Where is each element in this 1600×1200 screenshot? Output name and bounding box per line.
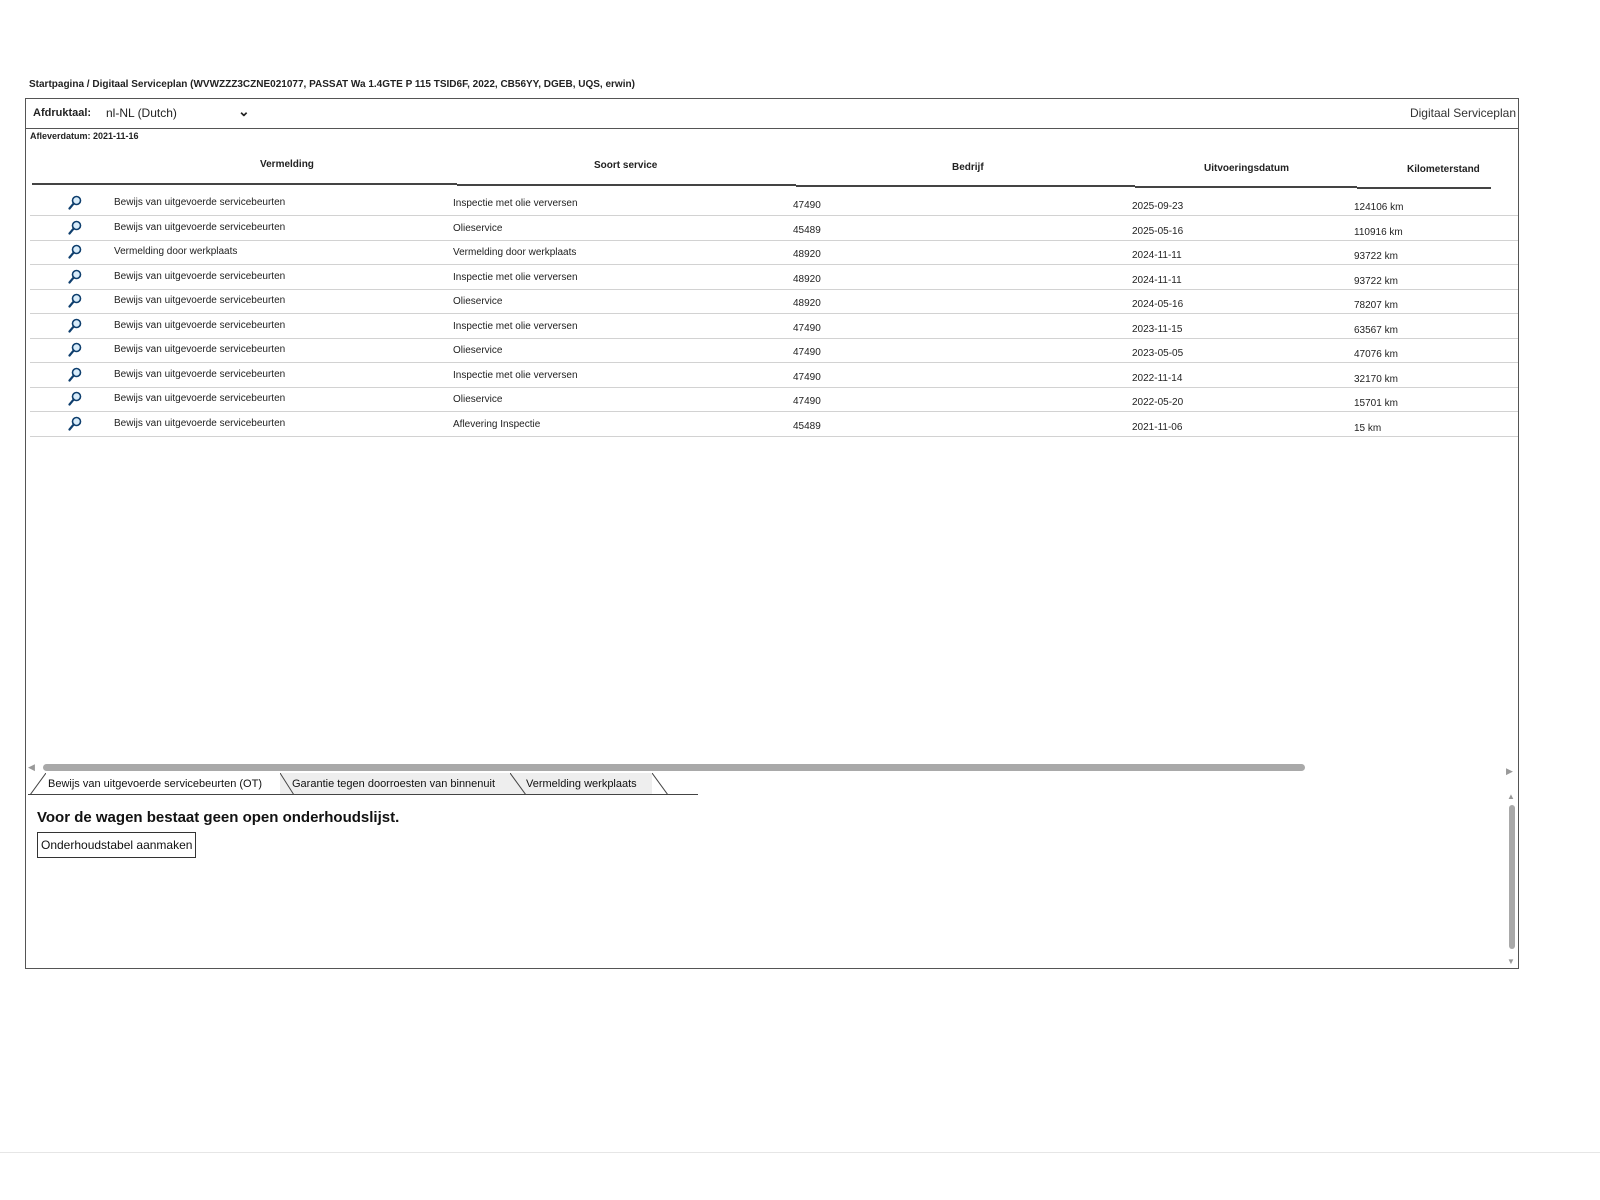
cell-entry[interactable]: Bewijs van uitgevoerde servicebeurten [114, 221, 286, 233]
table-row[interactable] [30, 387, 1518, 412]
magnifier-icon[interactable] [68, 269, 82, 285]
cell-service-type: Inspectie met olie verversen [453, 320, 578, 332]
cell-date: 2022-05-20 [1132, 397, 1184, 408]
table-row[interactable] [30, 338, 1518, 363]
cell-company: 47490 [793, 371, 821, 383]
scroll-right-arrow-icon[interactable]: ▶ [1506, 766, 1513, 776]
magnifier-icon[interactable] [68, 318, 82, 334]
column-header-entry[interactable]: Vermelding [260, 159, 314, 170]
cell-entry[interactable]: Bewijs van uitgevoerde servicebeurten [114, 368, 286, 380]
cell-mileage: 32170 km [1354, 373, 1398, 385]
cell-entry[interactable]: Bewijs van uitgevoerde servicebeurten [114, 319, 286, 331]
cell-mileage: 47076 km [1354, 349, 1398, 360]
horizontal-scrollbar[interactable] [43, 764, 1305, 771]
magnifier-icon[interactable] [68, 244, 82, 260]
table-row[interactable] [30, 363, 1518, 388]
cell-company: 47490 [793, 347, 821, 358]
cell-service-type: Vermelding door werkplaats [453, 247, 577, 258]
magnifier-icon[interactable] [68, 195, 82, 211]
cell-date: 2024-11-11 [1132, 274, 1182, 286]
cell-company: 48920 [793, 298, 821, 309]
tab-edge-icon [652, 773, 668, 795]
header-divider [796, 185, 1135, 187]
cell-date: 2023-11-15 [1132, 323, 1183, 335]
cell-mileage: 124106 km [1354, 202, 1404, 213]
cell-mileage: 15 km [1354, 422, 1382, 434]
cell-date: 2024-05-16 [1132, 299, 1184, 310]
tab-label: Garantie tegen doorroesten van binnenuit [292, 778, 496, 790]
cell-entry[interactable]: Bewijs van uitgevoerde servicebeurten [114, 393, 286, 404]
breadcrumb[interactable]: Startpagina / Digitaal Serviceplan (WVWZZZ3CZNE021077, PASSAT Wa 1.4GTE P 115 TSID6F, 2022, CB56YY, DGEB, UQS, erwin) [29, 79, 635, 90]
cell-mileage: 93722 km [1354, 275, 1398, 287]
table-row[interactable] [30, 265, 1518, 290]
tab-underline [28, 794, 698, 795]
cell-date: 2025-09-23 [1132, 201, 1184, 212]
cell-company: 45489 [793, 420, 821, 432]
cell-service-type: Aflevering Inspectie [453, 418, 541, 430]
chevron-down-icon[interactable]: ⌄ [238, 103, 250, 119]
header-divider [32, 183, 457, 185]
magnifier-icon[interactable] [68, 220, 82, 236]
cell-company: 47490 [793, 200, 821, 211]
cell-entry[interactable]: Bewijs van uitgevoerde servicebeurten [114, 295, 286, 306]
cell-service-type: Olieservice [453, 296, 503, 307]
cell-date: 2021-11-06 [1132, 421, 1183, 433]
tab-label: Vermelding werkplaats [526, 778, 637, 790]
table-header [26, 149, 1518, 189]
cell-company: 47490 [793, 322, 821, 334]
delivery-date: Afleverdatum: 2021-11-16 [30, 131, 139, 141]
cell-mileage: 15701 km [1354, 398, 1398, 409]
cell-mileage: 78207 km [1354, 300, 1398, 311]
cell-entry[interactable]: Bewijs van uitgevoerde servicebeurten [114, 270, 286, 282]
cell-service-type: Olieservice [453, 394, 503, 405]
column-header-company[interactable]: Bedrijf [952, 162, 984, 173]
tab-edge-icon [30, 773, 46, 795]
cell-company: 48920 [793, 249, 821, 260]
magnifier-icon[interactable] [68, 391, 82, 407]
cell-company: 45489 [793, 224, 821, 236]
cell-service-type: Olieservice [453, 222, 503, 234]
tab-bar [28, 773, 698, 795]
magnifier-icon[interactable] [68, 293, 82, 309]
cell-service-type: Olieservice [453, 345, 503, 356]
cell-entry[interactable]: Bewijs van uitgevoerde servicebeurten [114, 197, 286, 208]
cell-date: 2022-11-14 [1132, 372, 1183, 384]
cell-date: 2024-11-11 [1132, 250, 1182, 261]
table-row[interactable] [30, 216, 1518, 241]
cell-company: 48920 [793, 273, 821, 285]
table-row[interactable] [30, 289, 1518, 314]
cell-entry[interactable]: Vermelding door werkplaats [114, 246, 238, 257]
table-row[interactable] [30, 240, 1518, 265]
column-header-date[interactable]: Uitvoeringsdatum [1204, 163, 1290, 174]
cell-entry[interactable]: Bewijs van uitgevoerde servicebeurten [114, 344, 286, 355]
service-plan-panel [25, 98, 1519, 969]
cell-service-type: Inspectie met olie verversen [453, 271, 578, 283]
print-language-label: Afdruktaal: [33, 107, 92, 119]
cell-service-type: Inspectie met olie verversen [453, 369, 578, 381]
scroll-up-arrow-icon[interactable]: ▲ [1507, 792, 1515, 801]
table-row[interactable] [30, 191, 1518, 216]
scroll-down-arrow-icon[interactable]: ▼ [1507, 957, 1515, 966]
magnifier-icon[interactable] [68, 342, 82, 358]
cell-service-type: Inspectie met olie verversen [453, 198, 578, 209]
column-header-mileage[interactable]: Kilometerstand [1407, 164, 1480, 175]
table-row[interactable] [30, 314, 1518, 339]
table-row[interactable] [30, 412, 1518, 437]
tab-rust-warranty[interactable] [280, 773, 510, 795]
tab-service-proof[interactable] [28, 773, 280, 795]
print-language-bar [26, 99, 1518, 129]
tab-label: Bewijs van uitgevoerde servicebeurten (OT) [48, 778, 262, 790]
cell-mileage: 93722 km [1354, 251, 1398, 262]
cell-mileage: 110916 km [1354, 226, 1403, 238]
header-divider [457, 184, 796, 186]
cell-date: 2023-05-05 [1132, 348, 1184, 359]
scroll-left-arrow-icon[interactable]: ◀ [28, 762, 35, 772]
tab-edge-icon [510, 773, 526, 795]
column-header-service-type[interactable]: Soort service [594, 160, 658, 171]
no-maintenance-notice: Voor de wagen bestaat geen open onderhoudslijst. [37, 809, 400, 826]
cell-date: 2025-05-16 [1132, 225, 1184, 237]
page-bottom-rule [0, 1152, 1600, 1153]
magnifier-icon[interactable] [68, 367, 82, 383]
create-maintenance-table-button[interactable]: Onderhoudstabel aanmaken [37, 832, 196, 858]
header-divider [1135, 186, 1357, 188]
vertical-scrollbar[interactable] [1509, 805, 1515, 949]
header-divider [1357, 187, 1491, 189]
cell-company: 47490 [793, 396, 821, 407]
app-title: Digitaal Serviceplan [1409, 106, 1516, 120]
magnifier-icon[interactable] [68, 416, 82, 432]
tab-workshop-note[interactable] [510, 773, 652, 795]
cell-mileage: 63567 km [1354, 324, 1398, 336]
cell-entry[interactable]: Bewijs van uitgevoerde servicebeurten [114, 417, 286, 429]
print-language-select[interactable]: nl-NL (Dutch) [106, 106, 177, 120]
tab-edge-icon [280, 773, 294, 795]
